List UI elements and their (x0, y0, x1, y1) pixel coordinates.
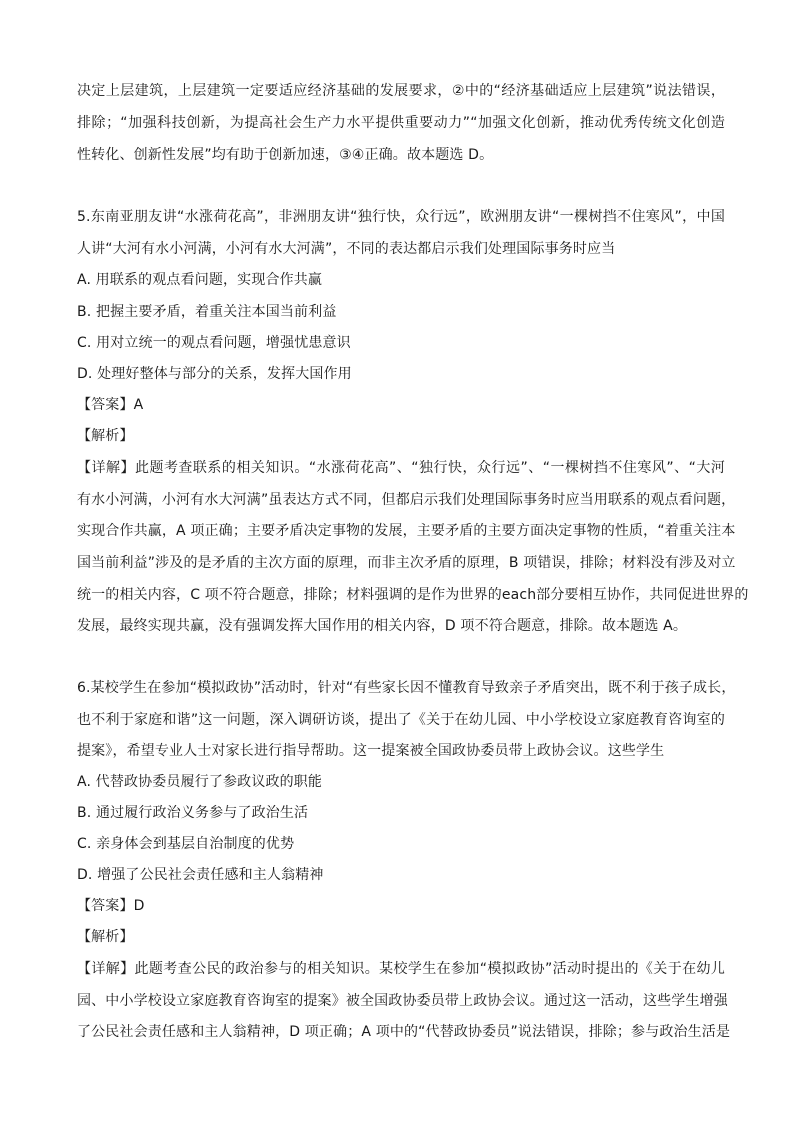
question-6-option-d: D. 增强了公民社会责任感和主人翁精神 (77, 867, 324, 883)
question-5-option-b: B. 把握主要矛盾，着重关注本国当前利益 (77, 304, 337, 320)
question-6-option-b: B. 通过履行政治义务参与了政治生活 (77, 805, 309, 821)
text-line: 性转化、创新性发展”均有助于创新加速，③④正确。故本题选 D。 (77, 147, 494, 163)
question-6-stem: 6.某校学生在参加“模拟政协”活动时，针对“有些家长因不懂教育导致亲子矛盾突出，既不利于孩子成长， (77, 680, 736, 696)
question-5-analysis-label: 【解析】 (77, 428, 134, 444)
question-6-detail: 【详解】此题考查公民的政治参与的相关知识。某校学生在参加“模拟政协”活动时提出的《关于在幼儿 (77, 961, 725, 977)
question-5-detail: 实现合作共赢，A 项正确；主要矛盾决定事物的发展，主要矛盾的主要方面决定事物的性质，“着重关注本 (77, 523, 736, 539)
text-line: 决定上层建筑，上层建筑一定要适应经济基础的发展要求，②中的“经济基础适应上层建筑”说法错误， (77, 83, 725, 99)
question-6-option-c: C. 亲身体会到基层自治制度的优势 (77, 836, 295, 852)
question-5-option-d: D. 处理好整体与部分的关系，发挥大国作用 (77, 366, 352, 382)
question-5-detail: 国当前利益”涉及的是矛盾的主次方面的原理，而非主次矛盾的原理，B 项错误，排除；材料没有涉及对立 (77, 555, 736, 571)
question-6-analysis-label: 【解析】 (77, 929, 134, 945)
question-6-answer: 【答案】D (77, 898, 145, 914)
question-5-detail: 有水小河满，小河有水大河满”虽表达方式不同，但都启示我们处理国际事务时应当用联系的观点看问题， (77, 492, 736, 508)
question-5-option-c: C. 用对立统一的观点看问题，增强忧患意识 (77, 335, 351, 351)
question-5-stem: 5.东南亚朋友讲“水涨荷花高”，非洲朋友讲“独行快，众行远”，欧洲朋友讲“一棵树挡不住寒风”，中国 (77, 209, 725, 225)
question-6-stem: 提案》，希望专业人士对家长进行指导帮助。这一提案被全国政协委员带上政协会议。这些学生 (77, 743, 665, 759)
question-5-detail: 【详解】此题考查联系的相关知识。“水涨荷花高”、“独行快，众行远”、“一棵树挡不住寒风”、“大河 (77, 460, 725, 476)
question-5-option-a: A. 用联系的观点看问题，实现合作共赢 (77, 272, 323, 288)
question-6-detail: 了公民社会责任感和主人翁精神，D 项正确；A 项中的“代替政协委员”说法错误，排除；参与政治生活是 (77, 1024, 731, 1040)
question-5-answer: 【答案】A (77, 397, 144, 413)
text-line: 排除；“加强科技创新，为提高社会生产力水平提供重要动力”“加强文化创新，推动优秀传统文化创造 (77, 115, 725, 131)
question-6-option-a: A. 代替政协委员履行了参政议政的职能 (77, 774, 323, 790)
question-5-stem: 人讲“大河有水小河满，小河有水大河满”，不同的表达都启示我们处理国际事务时应当 (77, 241, 616, 257)
question-5-detail: 发展，最终实现共赢，没有强调发挥大国作用的相关内容，D 项不符合题意，排除。故本题选 A。 (77, 618, 688, 634)
question-6-stem: 也不利于家庭和谐”这一问题，深入调研访谈，提出了《关于在幼儿园、中小学校设立家庭教育咨询室的 (77, 712, 725, 728)
question-6-detail: 园、中小学校设立家庭教育咨询室的提案》被全国政协委员带上政协会议。通过这一活动，这些学生增强 (77, 993, 728, 1009)
question-5-detail: 统一的相关内容，C 项不符合题意，排除；材料强调的是作为世界的each部分要相互协作，共同促进世界的 (77, 587, 749, 603)
